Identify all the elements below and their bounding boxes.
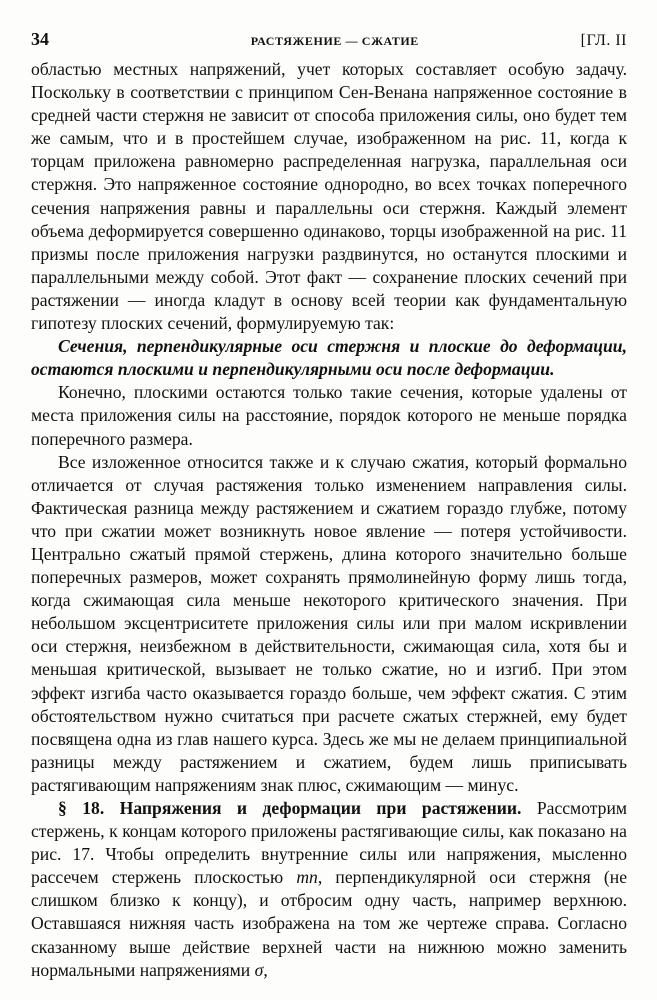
section-18-paragraph: [31, 797, 627, 982]
paragraph-compression: Все изложенное относится также и к случаю сжатия, который формально отличается от случая растяжения только изменением направления силы. Фактическая разница между растяжением и сжатием гораздо глубже, потому что при сжатии может возникнуть новое явление — потеря устойчивости. Центрально сжатый прямой стержень, длина которого значительно больше поперечных размеров, может сохранять прямолинейную форму лишь тогда, когда сжимающая сила меньше некоторого критического значения. При небольшом эксцентриситете приложения силы или при малом искривлении оси стержня, неизбежном в действительности, сжимающая сила, хотя бы и меньшая критической, вызывает не только сжатие, но и изгиб. При этом эффект изгиба часто оказывается гораздо больше, чем эффект сжатия. С этим обстоятельством нужно считаться при расчете сжатых стержней, ему будет посвящена одна из глав нашего курса. Здесь же мы не делаем принципиальной разницы между растяжением и сжатием, будем лишь приписывать растягивающим напряжениям знак плюс, сжимающим — минус.: [31, 451, 627, 795]
paragraph-continued: областью местных напряжений, учет которых составляет особую задачу. Поскольку в соответствии с принципом Сен-Венана напряженное состояние в средней части стержня не зависит от способа приложения силы, оно будет тем же самым, что и в простейшем случае, изображенном на рис. 11, когда к торцам приложена равномерно распределенная нагрузка, параллельная оси стержня. Это напряженное состояние однородно, во всех точках поперечного сечения напряжения равны и параллельны оси стержня. Каждый элемент объема деформируется совершенно одинаково, торцы изображенной на рис. 11 призмы после приложения нагрузки раздвинутся, но останутся плоскими и параллельными между собой. Этот факт — сохранение плоских сечений при растяжении — иногда кладут в основу всей теории как фундаментальную гипотезу плоских сечений, формулируемую так:: [31, 59, 627, 334]
paragraph-plane-sections: Конечно, плоскими остаются только такие сечения, которые удалены от места приложения силы на расстояние, порядок которого не меньше порядка поперечного размера.: [31, 382, 627, 449]
section-text-part-2: , перпендикулярной оси стержня (не слишком близко к концу), и отбросим одну часть, например верхнюю. Оставшаяся нижняя часть изображена на том же чертеже справа. Согласно сказанному выше действие верхней части на нижнюю можно заменить нормальными напряжениями: [31, 867, 628, 980]
plane-symbol: mn: [296, 867, 318, 888]
page-number: 34: [31, 29, 49, 49]
page-body: [31, 58, 627, 982]
trailing-punctuation: ,: [263, 959, 268, 980]
chapter-reference: [ГЛ. II: [580, 32, 627, 49]
section-title: § 18. Напряжения и деформации при растяжении.: [58, 798, 522, 818]
running-title: РАСТЯЖЕНИЕ — СЖАТИЕ: [250, 34, 419, 48]
page-header: [31, 28, 627, 58]
paragraph-hypothesis: Сечения, перпендикулярные оси стержня и плоские до деформации, остаются плоскими и перпендикулярными оси после деформации.: [31, 336, 627, 380]
section-text-part-1: Рассмотрим стержень, к концам которого приложены растягивающие силы, как показано на рис. 17. Чтобы определить внутренние силы или напряжения, мысленно рассечем стержень плоскостью: [31, 798, 628, 888]
stress-symbol: σ: [254, 959, 264, 980]
